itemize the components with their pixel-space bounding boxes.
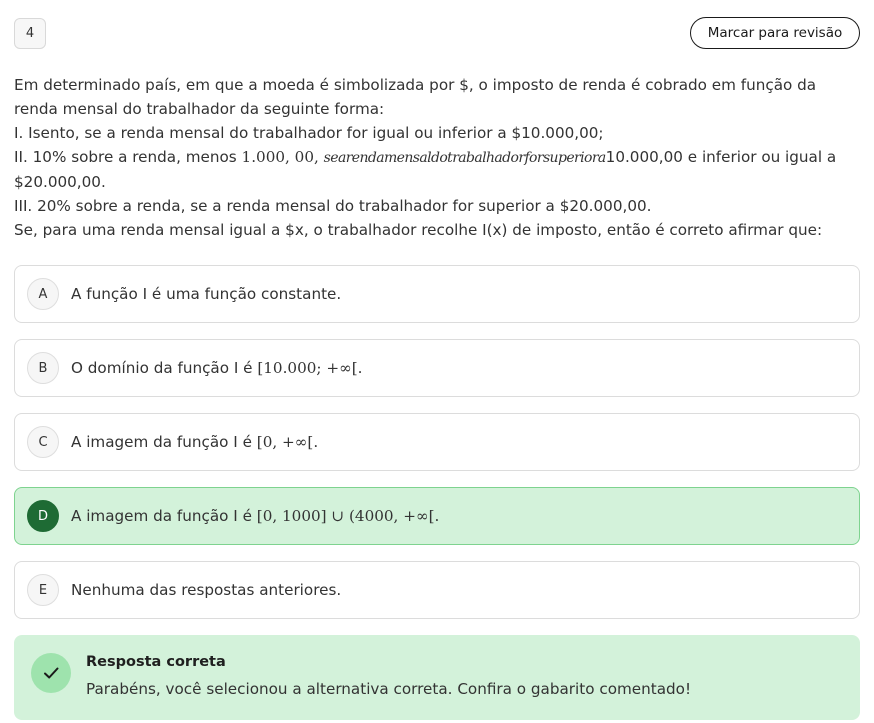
option-letter-c: C	[27, 426, 59, 458]
option-b-label: O domínio da função I é	[71, 359, 258, 377]
option-letter-d: D	[27, 500, 59, 532]
question-rule-3: III. 20% sobre a renda, se a renda mensal do trabalhador for superior a $20.000,00.	[14, 197, 652, 215]
rule-2-suffix: 10.000,00 e inferior ou igual a $20.000,00.	[14, 148, 837, 191]
option-letter-a: A	[27, 278, 59, 310]
option-a[interactable]	[14, 265, 860, 323]
question-statement	[14, 73, 864, 242]
option-letter-e: E	[27, 574, 59, 606]
option-d[interactable]	[14, 487, 860, 545]
answer-feedback-panel	[14, 635, 860, 720]
option-c-label: A imagem da função I é	[71, 433, 257, 451]
option-b-math: [10.000; +∞[.	[257, 359, 363, 377]
option-e[interactable]	[14, 561, 860, 619]
option-a-label: A função I é uma função constante.	[71, 285, 342, 303]
mark-for-review-button[interactable]: Marcar para revisão	[690, 17, 860, 49]
option-c-math: [0, +∞[.	[256, 433, 319, 451]
option-e-label: Nenhuma das respostas anteriores.	[71, 581, 342, 599]
option-text-a	[71, 285, 341, 303]
rule-2-prefix: II. 10% sobre a renda, menos	[14, 148, 242, 166]
option-letter-b: B	[27, 352, 59, 384]
question-intro: Em determinado país, em que a moeda é simbolizada por $, o imposto de renda é cobrado em função da renda mensal do trabalhador da seguinte forma:	[14, 76, 817, 118]
feedback-message: Parabéns, você selecionou a alternativa correta. Confira o gabarito comentado!	[86, 680, 692, 698]
option-text-d	[71, 507, 439, 525]
option-text-e	[71, 581, 341, 599]
option-d-math: [0, 1000] ∪ (4000, +∞[.	[256, 507, 440, 525]
question-number-badge: 4	[14, 18, 46, 49]
option-c[interactable]	[14, 413, 860, 471]
rule-2-math-italic: searendamensaldotrabalhadorforsuperiora	[323, 150, 606, 166]
option-b[interactable]	[14, 339, 860, 397]
option-text-b	[71, 359, 362, 377]
option-d-label: A imagem da função I é	[71, 507, 257, 525]
question-rule-2	[14, 145, 864, 194]
question-rule-1: I. Isento, se a renda mensal do trabalhador for igual ou inferior a $10.000,00;	[14, 124, 604, 142]
question-prompt: Se, para uma renda mensal igual a $x, o trabalhador recolhe I(x) de imposto, então é correto afirmar que:	[14, 221, 823, 239]
feedback-title: Resposta correta	[86, 654, 226, 670]
check-icon	[31, 653, 71, 693]
option-text-c	[71, 433, 318, 451]
rule-2-math: 1.000, 00,	[241, 148, 324, 166]
